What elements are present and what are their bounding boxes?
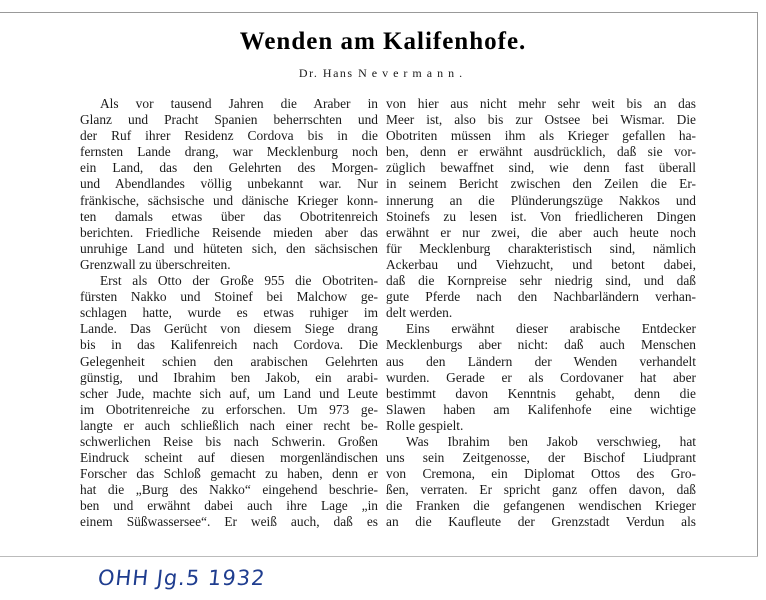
text-line: Rolle gespielt.: [386, 417, 464, 433]
text-line: ben und erwähnt dabei auch ihre Lage „in: [80, 498, 378, 514]
text-line: fränkische, sächsische und dänische Krieger konn-: [80, 192, 378, 208]
text-line: unruhige Land und hüteten sich, den sächsischen: [80, 240, 378, 256]
article-title: Wenden am Kalifenhofe.: [239, 28, 527, 55]
text-line: langte er auch schließlich nach einer recht be-: [80, 417, 378, 433]
scan-border-top: [0, 12, 758, 13]
text-line: züglich bewaffnet sind, wie denn fast überall: [386, 160, 696, 176]
text-line: für Mecklenburg charakteristisch sind, nämlich: [386, 240, 696, 256]
author-surname: Nevermann.: [358, 66, 468, 80]
text-line: Ackerbau und Viehzucht, und betont dabei,: [386, 256, 696, 272]
text-line: von Cremona, ein Diplomat Ottos des Gro-: [386, 466, 696, 482]
text-line: scher Jude, machte sich auf, um Land und Leute: [80, 385, 378, 401]
text-line: berichten. Friedliche Reisende mieden aber das: [80, 224, 378, 240]
text-line: Meer ist, also bis zur Ostsee bei Wismar. Die: [386, 112, 696, 128]
article-author: [0, 66, 766, 81]
text-line: ßen, verraten. Er spricht ganz offen davon, daß: [386, 482, 696, 498]
text-line: der Ruf ihrer Residenz Cordova bis in die: [80, 128, 378, 144]
text-line: hat die „Burg des Nakko“ eingehend beschrie-: [80, 482, 378, 498]
handwritten-note: OHH Jg.5 1932: [96, 566, 267, 590]
text-line: wurden. Gerade er als Cordovaner hat aber: [386, 369, 696, 385]
text-line: Lande. Das Gerücht von diesem Siege drang: [80, 321, 378, 337]
text-line: ein Land, das den Gelehrten des Morgen-: [80, 160, 378, 176]
text-line: Mecklenburgs aber nicht: daß auch Menschen: [386, 337, 696, 353]
text-line: delt werden.: [386, 305, 453, 321]
text-line: Glanz und Pracht Spanien beherrschten und: [80, 112, 378, 128]
scan-border-right: [757, 12, 758, 557]
text-line: gute Pferde nach den Nachbarländern verhan-: [386, 289, 696, 305]
text-line: Was Ibrahim ben Jakob verschwieg, hat: [406, 433, 696, 449]
text-line: von hier aus nicht mehr sehr weit bis an das: [386, 96, 696, 111]
text-line: in seinem Bericht zwischen den Zeilen die Er-: [386, 176, 696, 192]
text-line: im Obotritenreiche zu erforschen. Um 973 ge-: [80, 401, 378, 417]
text-line: ten damals etwas über das Obotritenreich: [80, 208, 378, 224]
text-column-right: [386, 96, 696, 531]
text-line: innerung an die Plünderungszüge Nakkos und: [386, 192, 696, 208]
author-prefix: Dr. Hans: [298, 66, 354, 80]
text-line: bis in das Kalifenreich nach Cordova. Die: [80, 337, 378, 353]
text-line: einem Süßwassersee“. Er weiß auch, daß es: [80, 514, 378, 530]
text-line: an die Kaufleute der Grenzstadt Verdun als: [386, 514, 696, 530]
text-line: daß die Kornpreise sehr niedrig sind, und daß: [386, 273, 696, 289]
scan-border-bottom: [0, 556, 758, 557]
text-line: ben, denn er erwähnt ausdrücklich, daß sie vor-: [386, 144, 696, 160]
text-line: Erst als Otto der Große 955 die Obotriten-: [100, 273, 378, 289]
text-line: Forscher das Schloß gemacht zu haben, denn er: [80, 466, 378, 482]
text-line: Obotriten müssen ihm als Krieger gefallen ha-: [386, 128, 696, 144]
text-line: Stoinefs zu lesen ist. Von friedlicheren Dingen: [386, 208, 696, 224]
text-column-left: [80, 96, 378, 531]
text-line: günstig, und Ibrahim ben Jakob, ein arabi-: [80, 369, 378, 385]
text-line: uns sein Zeitgenosse, der Bischof Liudprant: [386, 450, 696, 466]
text-line: Grenzwall zu überschreiten.: [80, 256, 231, 272]
text-line: schlagen hatte, wurde es etwas ruhiger im: [80, 305, 378, 321]
text-line: bestimmt davon Kenntnis gehabt, denn die: [386, 385, 696, 401]
text-line: erwähnt er nur zwei, die aber auch heute noch: [386, 224, 696, 240]
text-line: Eindruck scheint auf diesen morgenländischen: [80, 450, 378, 466]
text-line: aus den Ländern der Wenden verhandelt: [386, 353, 696, 369]
text-line: Als vor tausend Jahren die Araber in: [100, 96, 378, 111]
text-line: Gelegenheit schien den arabischen Gelehrten: [80, 353, 378, 369]
text-line: fürsten Nakko und Stoinef bei Malchow ge-: [80, 289, 378, 305]
text-line: die Franken die gefangenen wendischen Krieger: [386, 498, 696, 514]
text-line: fernsten Lande drang, war Mecklenburg noch: [80, 144, 378, 160]
text-line: und Abendlandes völlig unbekannt war. Nur: [80, 176, 378, 192]
text-line: schwerlichen Reise bis nach Schwerin. Großen: [80, 433, 378, 449]
text-line: Eins erwähnt dieser arabische Entdecker: [406, 321, 696, 337]
text-line: Slawen haben am Kalifenhofe eine wichtige: [386, 401, 696, 417]
